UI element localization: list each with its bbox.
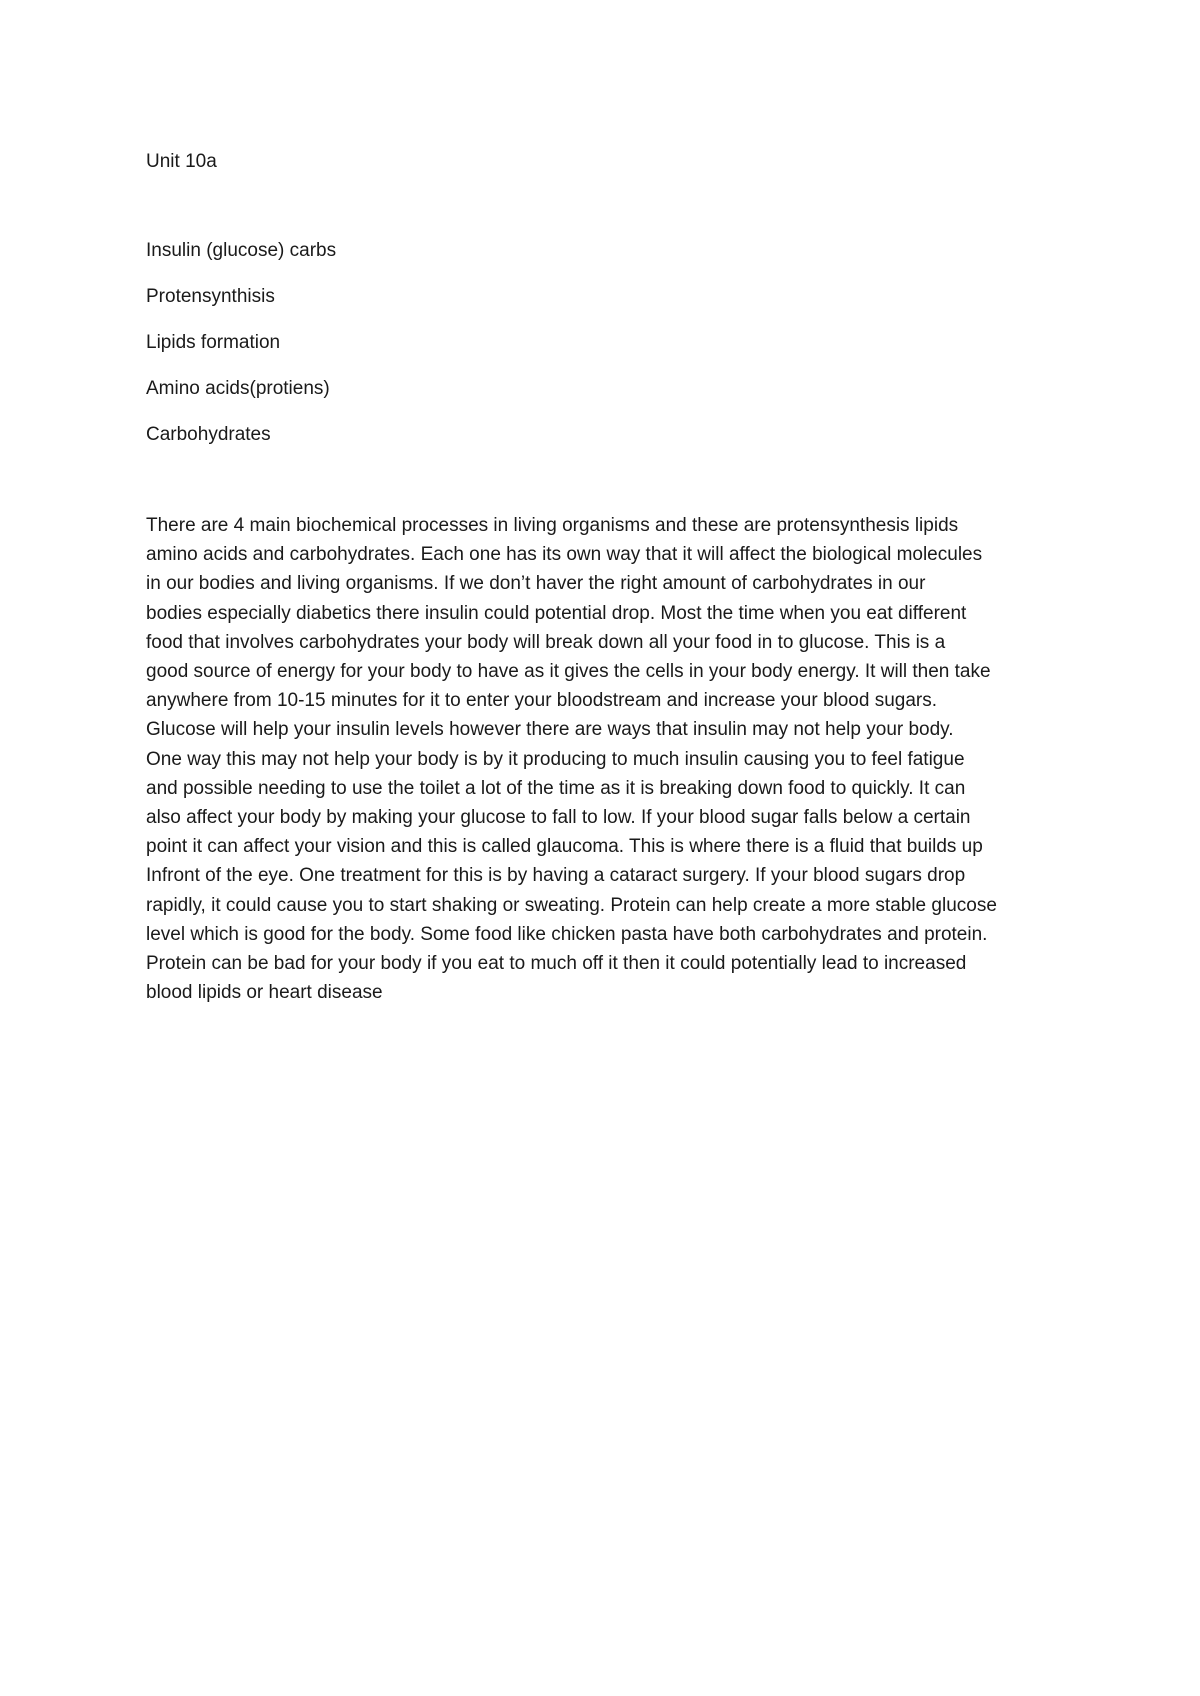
list-item: Insulin (glucose) carbs	[146, 240, 337, 261]
list-item: Amino acids(protiens)	[146, 378, 330, 399]
list-item: Protensynthisis	[146, 286, 275, 307]
list-item: Carbohydrates	[146, 424, 271, 445]
body-paragraph: There are 4 main biochemical processes in living organisms and these are protensynthesis lipids amino acids and carbohydrates. Each one has its own way that it will affect the biological molecules in our bodies and living organisms. If we don’t haver the right amount of carbohydrates in our bodies especially diabetics there insulin could potential drop. Most the time when you eat different food that involves carbohydrates your body will break down all your food in to glucose. This is a good source of energy for your body to have as it gives the cells in your body energy. It will then take anywhere from 10-15 minutes for it to enter your bloodstream and increase your blood sugars. Glucose will help your insulin levels however there are ways that insulin may not help your body. One way this may not help your body is by it producing to much insulin causing you to feel fatigue and possible needing to use the toilet a lot of the time as it is breaking down food to quickly. It can also affect your body by making your glucose to fall to low. If your blood sugar falls below a certain point it can affect your vision and this is called glaucoma. This is where there is a fluid that builds up Infront of the eye. One treatment for this is by having a cataract surgery. If your blood sugars drop rapidly, it could cause you to start shaking or sweating. Protein can help create a more stable glucose level which is good for the body. Some food like chicken pasta have both carbohydrates and protein. Protein can be bad for your body if you eat to much off it then it could potentially lead to increased blood lipids or heart disease	[146, 515, 997, 1004]
topic-list	[146, 239, 336, 469]
list-item: Lipids formation	[146, 332, 281, 353]
document-title: Unit 10a	[146, 151, 217, 172]
